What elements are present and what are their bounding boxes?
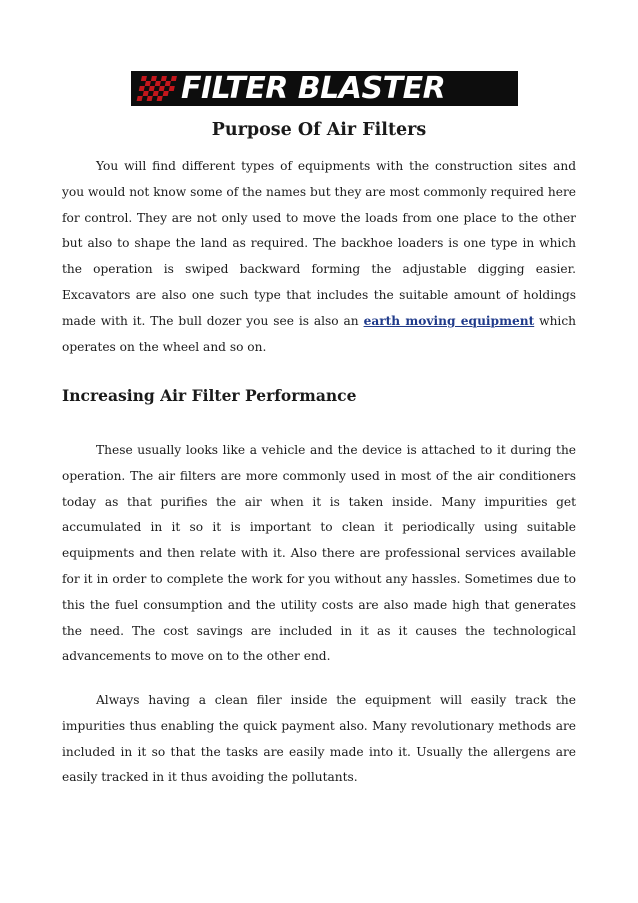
performance-paragraph: These usually looks like a vehicle and the device is attached to it during the operation. The air filters are more commonly used in most of the air conditioners today as that purifies the air when it is taken inside. Many impurities get accumulated in it so it is important to clean it periodically using suitable equipments and then relate with it. Also there are professional services available for it in order to complete the work for you without any hassles. Sometimes due to this the fuel consumption and the utility costs are also made high that generates the need. The cost savings are included in it as it causes the technological advancements to move on to the other end. bbox=[62, 443, 576, 664]
filter-blaster-logo bbox=[131, 71, 518, 106]
earth-moving-equipment-link[interactable]: earth moving equipment bbox=[363, 313, 535, 328]
section-heading: Increasing Air Filter Performance bbox=[62, 386, 357, 405]
intro-paragraph bbox=[62, 154, 576, 360]
logo-wordmark: FILTER BLASTER bbox=[181, 71, 446, 106]
page-title: Purpose Of Air Filters bbox=[211, 120, 427, 140]
intro-text-end: which operates on the wheel and so on. bbox=[62, 313, 576, 354]
clean-filter-paragraph: Always having a clean filer inside the equipment will easily track the impurities thus enabling the quick payment also. Many revolutionary methods are included in it so that the tasks are easily made into it. Usually the allergens are easily tracked in it thus avoiding the pollutants. bbox=[62, 693, 576, 785]
intro-text-start: You will find different types of equipments with the construction sites and you would not know some of the names but they are most commonly required here for control. They are not only used to move the loads from one place to the other but also to shape the land as required. The backhoe loaders is one type in which the operation is swiped backward forming the adjustable digging easier. Excavators are also one such type that includes the suitable amount of holdings made with it. The bull dozer you see is also an bbox=[62, 159, 576, 328]
checkered-filter-logo-icon bbox=[131, 71, 179, 106]
